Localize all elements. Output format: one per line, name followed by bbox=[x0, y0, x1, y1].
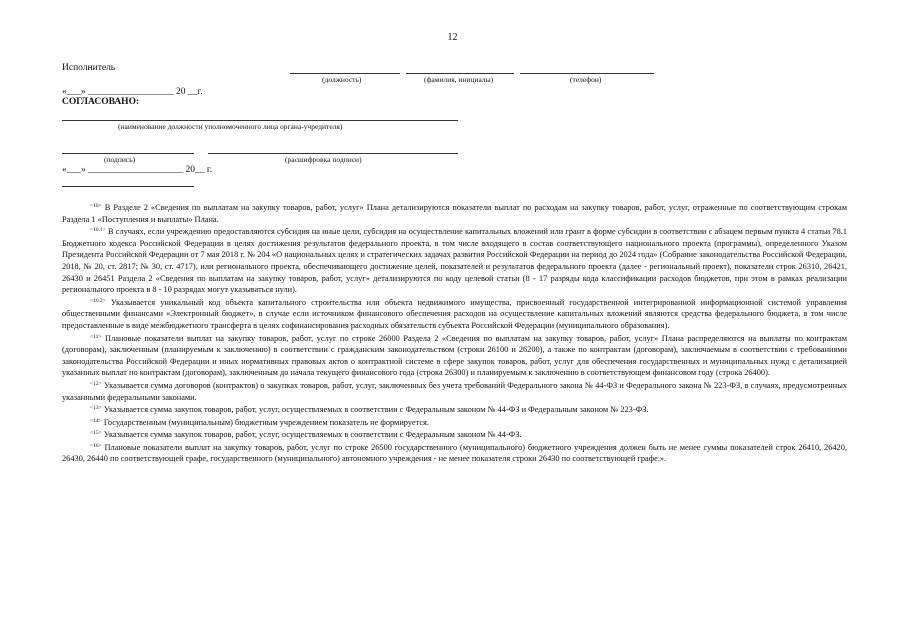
executor-label: Исполнитель bbox=[62, 63, 116, 73]
approved-date: «___» ____________________ 20__ г. bbox=[62, 165, 213, 175]
signature-line bbox=[62, 153, 194, 154]
footnote-10: $^{<10>}$ В Разделе 2 «Сведения по выплатам на закупку товаров, работ, услуг» Плана детализируются показатели выплат по расходам на закупку товаров, работ, услуг, отраженные по соответствующим строкам Раздела 1 «Поступления и выплаты» Плана. bbox=[62, 203, 847, 224]
authority-line bbox=[62, 120, 458, 121]
position-line bbox=[290, 73, 400, 74]
footnote-separator bbox=[62, 186, 194, 187]
caption-name: (фамилия, инициалы) bbox=[424, 75, 494, 84]
name-line bbox=[406, 73, 514, 74]
approved-title: СОГЛАСОВАНО: bbox=[62, 97, 140, 107]
caption-signature: (подпись) bbox=[104, 155, 136, 164]
footnotes bbox=[62, 201, 847, 465]
caption-decode: (расшифровка подписи) bbox=[285, 155, 362, 164]
caption-position: (должность) bbox=[322, 75, 362, 84]
footnote-16: $^{<16>}$ Плановые показатели выплат на закупку товаров, работ, услуг по строке 26500 государственного (муниципального) бюджетного учреждения должен быть не менее суммы показателей строк 26410, 26420, 26430, 26440 по соответствующей графе, государственного (муниципального) автономного учреждения - не менее показателя строки 26430 по соответствующей графе.». bbox=[62, 442, 847, 464]
page-number: 12 bbox=[447, 32, 458, 43]
executor-date: «___» __________________ 20 __г. bbox=[62, 87, 203, 97]
footnote-12: $^{<12>}$ Указывается сумма договоров (контрактов) о закупках товаров, работ, услуг, заключенных без учета требований Федерального закона № 44-ФЗ и Федерального закона № 223-ФЗ, в случаях, предусмотренных указанными федеральными законами. bbox=[62, 380, 847, 402]
footnote-13: $^{<13>}$ Указывается сумма закупок товаров, работ, услуг, осуществляемых в соответствии с Федеральным законом № 44-ФЗ и Федеральным законом № 223-ФЗ. bbox=[90, 405, 649, 415]
decode-line bbox=[208, 153, 458, 154]
footnote-14: $^{<14>}$ Государственным (муниципальным) бюджетным учреждением показатель не формируется. bbox=[90, 417, 429, 427]
footnote-10-2: $^{<10.2>}$ Указывается уникальный код объекта капитального строительства или объекта недвижимого имущества, присвоенный государственной интегрированной информационной системой управления общественными финансами «Электронный бюджет», в случае если источником финансового обеспечения расходов на осуществление капитальных вложений являются средства федерального бюджета, в том числе предоставленные в виде межбюджетного трансферта в целях софинансирования расходных обязательств субъекта Российской Федерации (муниципального образования). bbox=[62, 297, 847, 330]
footnote-10-1: $^{<10.1>}$ В случаях, если учреждению предоставляются субсидия на иные цели, субсидия на осуществление капитальных вложений или грант в форме субсидии в соответствии с абзацем первым пункта 4 статьи 78.1 Бюджетного кодекса Российской Федерации в целях достижения результатов федерального проекта, в том числе входящего в состав соответствующего национального проекта (программы), определенного Указом Президента Российской Федерации от 7 мая 2018 г. № 204 «О национальных целях и стратегических задачах развития Российской Федерации на период до 2024 года» (Собрание законодательства Российской Федерации, 2018, № 20, ст. 2817; № 30, ст. 4717), или регионального проекта, обеспечивающего достижение целей, показателей и результатов федерального проекта (далее - региональный проект), показатели строк 26310, 26421, 26430 и 26451 Раздела 2 «Сведения по выплатам на закупку товаров, работ, услуг» детализируются по коду целевой статьи (8 - 17 разряды кода классификации расходов бюджетов, при этом в рамках реализации регионального проекта в 8 - 10 разрядах могут указываться нули). bbox=[62, 227, 847, 295]
phone-line bbox=[520, 73, 654, 74]
caption-authority: (наименование должности уполномоченного лица органа-учредителя) bbox=[118, 122, 343, 131]
caption-phone: (телефон) bbox=[570, 75, 602, 84]
footnote-11: $^{<11>}$ Плановые показатели выплат на закупку товаров, работ, услуг по строке 26000 Раздела 2 «Сведения по выплатам на закупку товаров, работ, услуг» Плана распределяются на выплаты по контрактам (договорам), заключенным (планируемым к заключению) в соответствии с гражданским законодательством (строки 26100 и 26200), а также по контрактам (договорам), заключаемым в соответствии с требованиями законодательства Российской Федерации и иных нормативных правовых актов о контрактной системе в сфере закупок товаров, работ, услуг для обеспечения государственных и муниципальных нужд с детализацией указанных выплат по контрактам (договорам), заключенным до начала текущего финансового года (строка 26300) и планируемым к заключению в соответствующем финансовом году (строка 26400). bbox=[62, 333, 847, 378]
footnote-15: $^{<15>}$ Указывается сумма закупок товаров, работ, услуг, осуществляемых в соответствии с Федеральным законом № 44-ФЗ. bbox=[90, 430, 522, 440]
